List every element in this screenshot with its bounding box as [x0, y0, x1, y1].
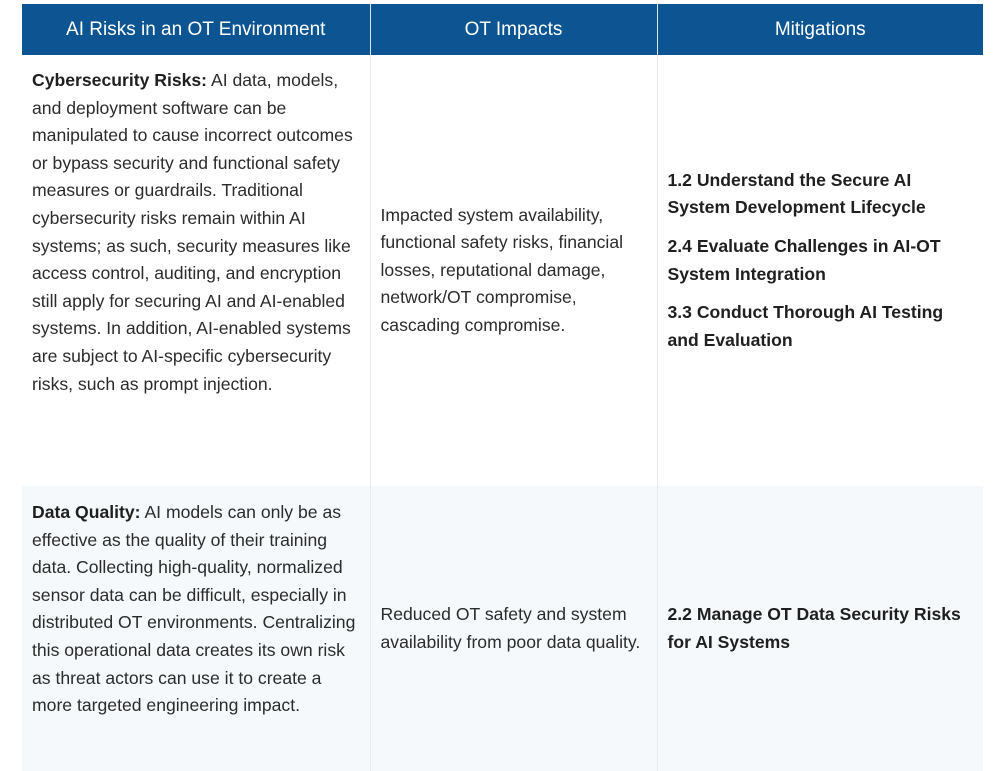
table-row	[22, 486, 983, 771]
mitigation-item: 3.3 Conduct Thorough AI Testing and Evaluation	[667, 302, 944, 350]
mitigation-cell	[657, 486, 983, 771]
risk-table	[22, 4, 983, 771]
risk-title: Cybersecurity Risks:	[32, 70, 208, 90]
impact-cell: Impacted system availability, functional safety risks, financial losses, reputational damage, network/OT compromise, cascading compromise.	[370, 55, 657, 486]
header-ot-impacts: OT Impacts	[370, 4, 657, 55]
mitigation-item: 1.2 Understand the Secure AI System Development Lifecycle	[667, 169, 926, 218]
mitigation-item: 2.2 Manage OT Data Security Risks for AI Systems	[667, 603, 961, 652]
risk-cell	[22, 486, 370, 771]
header-row	[22, 4, 983, 55]
header-mitigations: Mitigations	[657, 4, 983, 55]
mitigation-cell	[657, 55, 983, 486]
mitigation-item: 2.4 Evaluate Challenges in AI-OT System Integration	[667, 235, 941, 284]
mitigation-list	[668, 167, 978, 355]
table-body	[22, 55, 983, 771]
risk-description: AI models can only be as effective as the quality of their training data. Collecting high-quality, normalized sensor data can be difficult, especially in distributed OT environments. Centralizing this operational data creates its own risk as threat actors can use it to create a more targeted engineering impact.	[32, 502, 356, 716]
impact-cell: Reduced OT safety and system availability from poor data quality.	[370, 486, 657, 771]
mitigation-list	[668, 601, 978, 656]
risk-title: Data Quality:	[32, 502, 141, 522]
risk-description: AI data, models, and deployment software can be manipulated to cause incorrect outcomes or bypass security and functional safety measures or guardrails. Traditional cybersecurity risks remain within AI systems; as such, security measures like access control, auditing, and encryption still apply for securing AI and AI-enabled systems. In addition, AI-enabled systems are subject to AI-specific cybersecurity risks, such as prompt injection.	[32, 70, 353, 394]
table-header	[22, 4, 983, 55]
risk-cell	[22, 55, 370, 486]
header-ai-risks: AI Risks in an OT Environment	[22, 4, 370, 55]
table-row	[22, 55, 983, 486]
